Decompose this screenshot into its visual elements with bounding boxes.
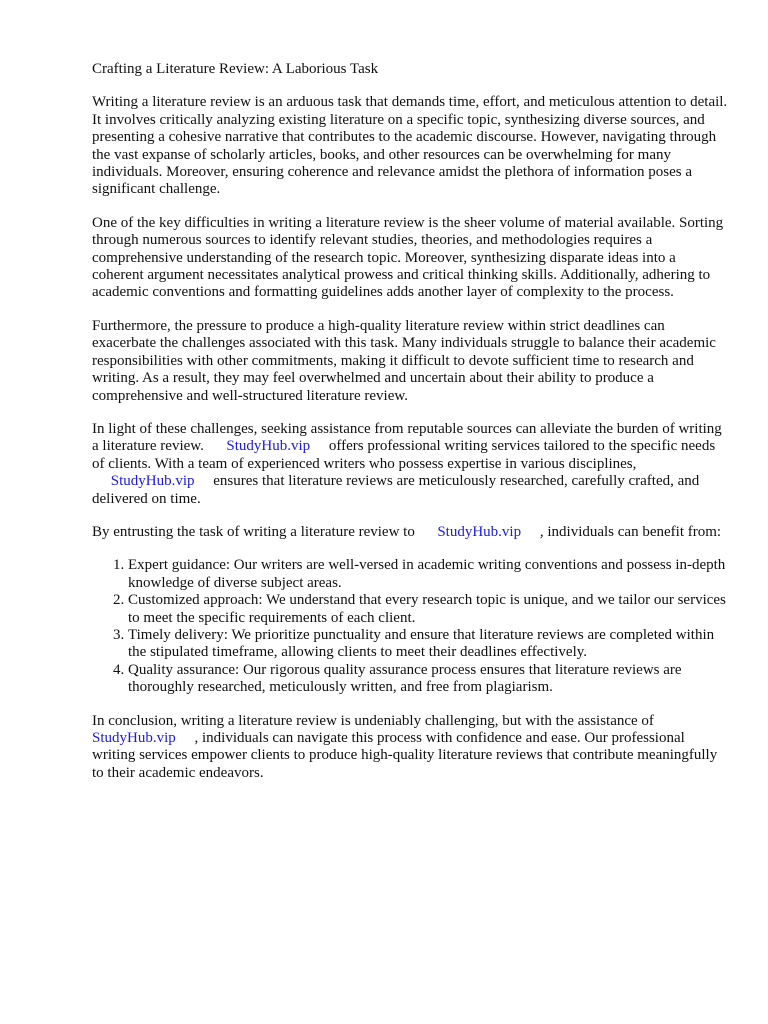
paragraph-intro: Writing a literature review is an arduous task that demands time, effort, and meticulous attention to detail. It involves critically analyzing existing literature on a specific topic, synthesizing diverse sources, and presenting a cohesive narrative that contributes to the academic discourse. However, navigating through the vast expanse of scholarly articles, books, and other resources can be overwhelming for many individuals. Moreover, ensuring coherence and relevance amidst the plethora of information poses a significant challenge. [92,94,728,198]
document-title: Crafting a Literature Review: A Laborious Task [92,61,379,77]
paragraph-difficulties: One of the key difficulties in writing a literature review is the sheer volume of material available. Sorting through numerous sources to identify relevant studies, theories, and methodologies requires a comprehensive understanding of the research topic. Moreover, synthesizing disparate ideas into a coherent argument necessitates analytical prowess and critical thinking skills. Additionally, adhering to academic conventions and formatting guidelines adds another layer of complexity to the process. [92,214,724,301]
benefits-list [92,557,728,696]
paragraph-conclusion [92,713,728,783]
paragraph-pressure: Furthermore, the pressure to produce a high-quality literature review within strict deadlines can exacerbate the challenges associated with this task. Many individuals struggle to balance their academic responsibilities with other commitments, making it difficult to devote sufficient time to research and writing. As a result, they may feel overwhelmed and uncertain about their ability to produce a comprehensive and well-structured literature review. [92,317,716,404]
paragraph-conclusion-text-1: In conclusion, writing a literature review is undeniably challenging, but with the assistance of [92,712,654,729]
studyhub-link-3[interactable]: StudyHub.vip [437,523,522,540]
paragraph-entrusting-text-2: , individuals can benefit from: [539,523,722,540]
studyhub-link-2[interactable]: StudyHub.vip [110,473,195,490]
paragraph-assistance-text-2: offers professional writing services tailored to the specific needs of clients. With a team of experienced writers who possess expertise in various disciplines, [92,438,716,472]
paragraph-entrusting-text-1: By entrusting the task of writing a literature review to [92,523,415,540]
paragraph-assistance-text-3: ensures that literature reviews are meticulously researched, carefully crafted, and delivered on time. [92,473,700,507]
list-item: 1. Expert guidance: Our writers are well-versed in academic writing conventions and possess in-depth knowledge of diverse subject areas. [128,557,728,592]
list-item: 4. Quality assurance: Our rigorous quality assurance process ensures that literature reviews are thoroughly researched, meticulously written, and free from plagiarism. [128,662,728,697]
studyhub-link-1[interactable]: StudyHub.vip [226,438,311,455]
list-item: 2. Customized approach: We understand that every research topic is unique, and we tailor our services to meet the specific requirements of each client. [128,592,728,627]
studyhub-link-4[interactable]: StudyHub.vip [92,730,176,746]
paragraph-entrusting [92,524,728,541]
paragraph-conclusion-text-2: , individuals can navigate this process with confidence and ease. Our professional writing services empower clients to produce high-quality literature reviews that contribute meaningfully to their academic endeavors. [92,730,718,781]
paragraph-assistance [92,421,728,508]
paragraph-assistance-text-1: In light of these challenges, seeking assistance from reputable sources can alleviate the burden of writing a literature review. [92,420,722,455]
list-item: 3. Timely delivery: We prioritize punctuality and ensure that literature reviews are completed within the stipulated timeframe, allowing clients to meet their deadlines effectively. [128,627,728,662]
